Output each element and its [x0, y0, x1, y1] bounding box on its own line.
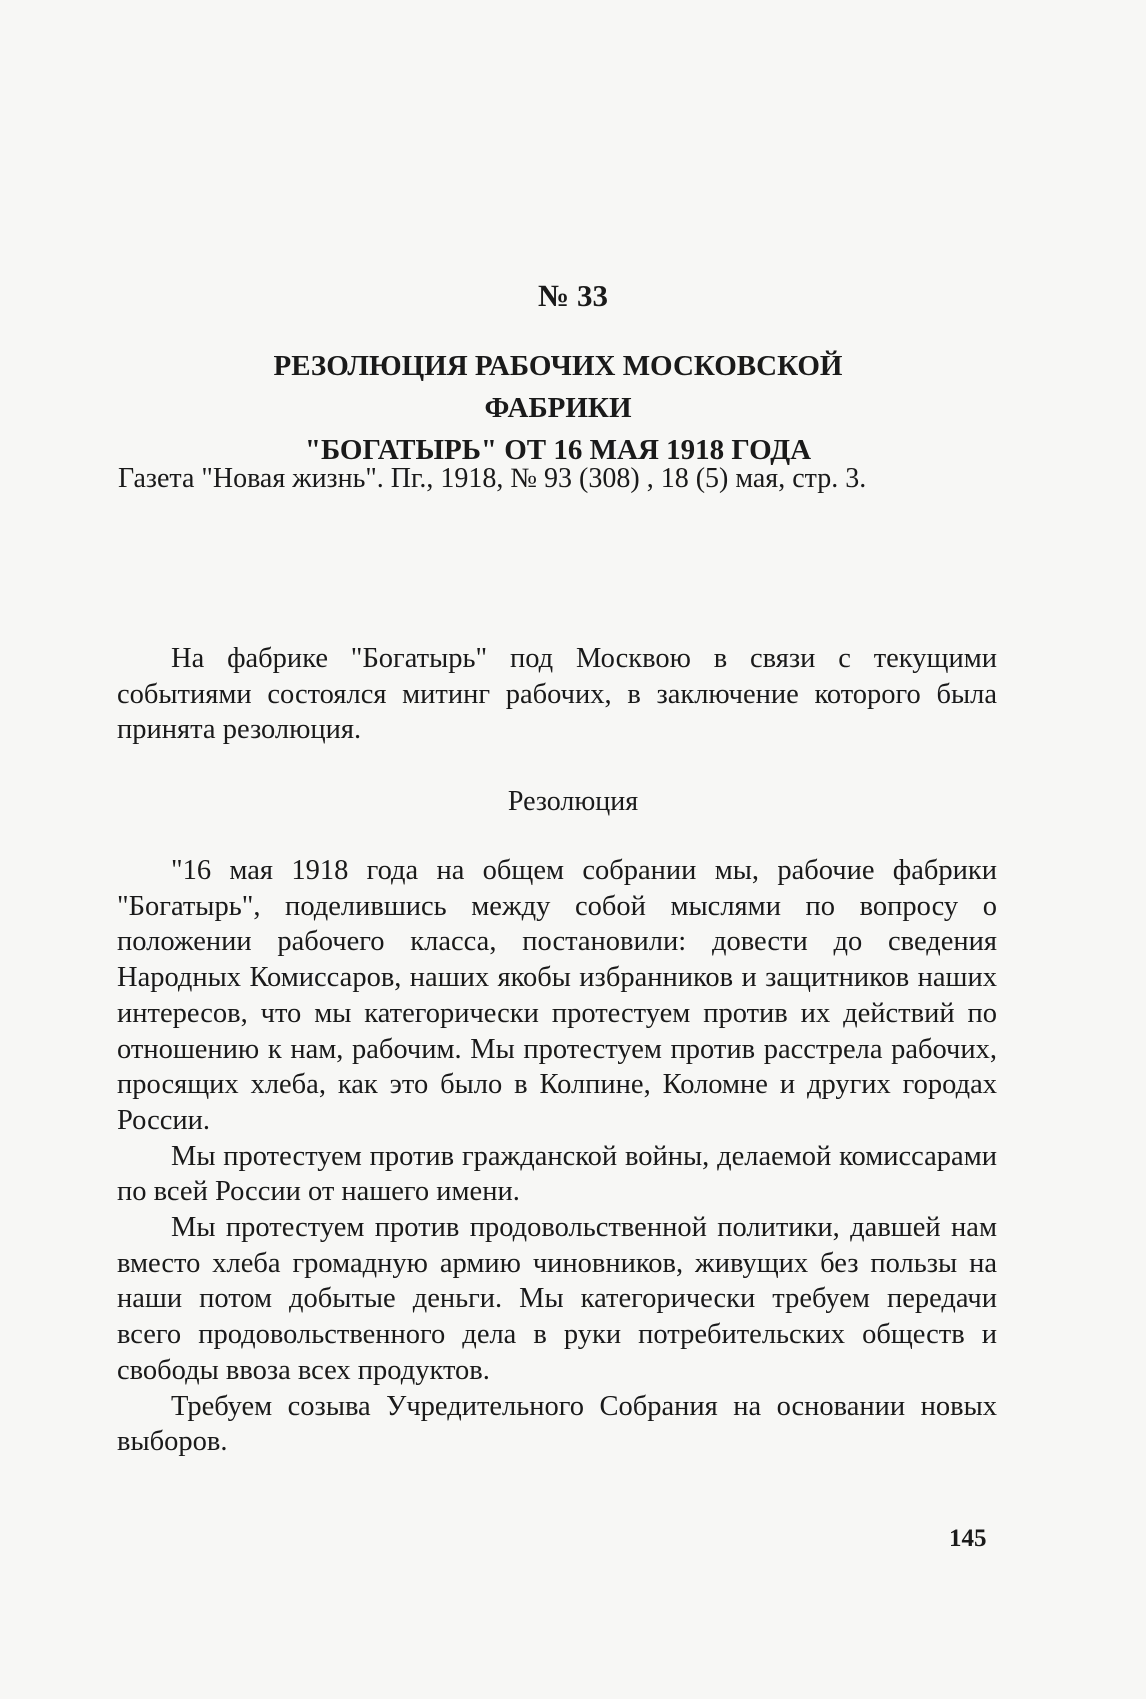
resolution-text [117, 853, 997, 1460]
source-citation: Газета "Новая жизнь". Пг., 1918, № 93 (308) , 18 (5) мая, стр. 3. [118, 463, 867, 494]
intro-paragraph: На фабрике "Богатырь" под Москвою в связи с текущими событиями состоялся митинг рабочих, в заключение которого была принята резолюция. [117, 643, 997, 746]
document-title-line-2: "БОГАТЫРЬ" ОТ 16 МАЯ 1918 ГОДА [304, 434, 812, 466]
resolution-paragraph: Мы протестуем против гражданской войны, делаемой комиссарами по всей России от нашего имени. [117, 1140, 997, 1208]
resolution-paragraph: Требуем созыва Учредительного Собрания на основании новых выборов. [117, 1390, 997, 1458]
document-title [200, 345, 916, 471]
resolution-paragraph: "16 мая 1918 года на общем собрании мы, рабочие фабрики "Богатырь", поделившись между собой мыслями по вопросу о положении рабочего класса, постановили: довести до сведения Народных Комиссаров, наших якобы избранников и защитников наших интересов, что мы категорически протестуем против их действий по отношению к нам, рабочим. Мы протестуем против расстрела рабочих, просящих хлеба, как это было в Колпине, Коломне и других городах России. [117, 855, 997, 1136]
document-number: № 33 [538, 278, 608, 313]
page-number: 145 [949, 1525, 987, 1552]
intro-section [117, 641, 997, 748]
resolution-paragraph: Мы протестуем против продовольственной политики, давшей нам вместо хлеба громадную армию чиновников, живущих без пользы на наши потом добытые деньги. Мы категорически требуем передачи всего продовольственного дела в руки потребительских обществ и свободы ввоза всех продуктов. [117, 1212, 997, 1386]
resolution-heading: Резолюция [507, 786, 639, 817]
document-title-line-1: РЕЗОЛЮЦИЯ РАБОЧИХ МОСКОВСКОЙ ФАБРИКИ [273, 350, 843, 424]
